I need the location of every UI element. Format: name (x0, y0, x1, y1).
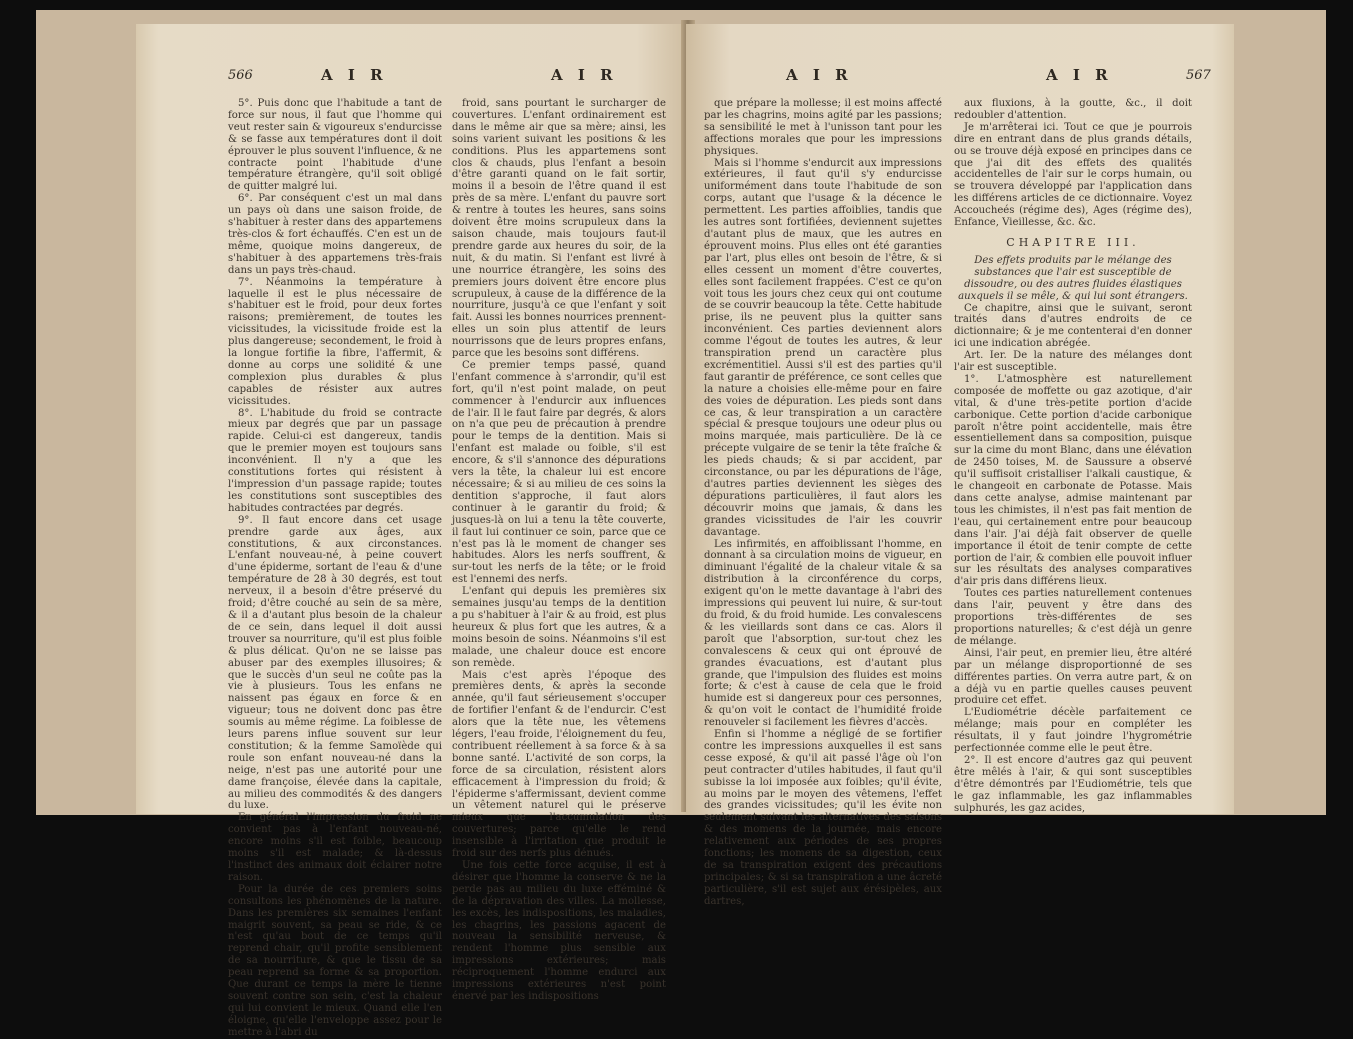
page-number-right: 567 (1186, 68, 1211, 83)
paragraph: 6°. Par conséquent c'est un mal dans un pays où dans une saison froide, de s'habituer à rester dans des appartemens très-clos & fort échauffés. C'en est un de même, quoique moins dangereux, de s'habituer à des appartemens très-frais dans un pays très-chaud. (228, 193, 442, 276)
open-book (36, 10, 1326, 1038)
paragraph: 9°. Il faut encore dans cet usage prendre garde aux âges, aux constitutions, & aux circonstances. L'enfant nouveau-né, à peine couvert d'une épiderme, sortant de l'eau & d'une température de 28 à 30 degrés, est tout nerveux, il a besoin d'être préservé du froid; d'être couché au sein de sa mère, & il a d'autant plus besoin de la chaleur de ce sein, dans lequel il doit aussi trouver sa nourriture, qu'il est plus foible & plus délicat. Qu'on ne se laisse pas abuser par des exemples illusoires; & que le succès d'un seul ne coûte pas la vie à plusieurs. Tous les enfans ne naissent pas égaux en force & en vigueur; tous ne doivent donc pas être soumis au même régime. La foiblesse de leurs parens influe souvent sur leur constitution; & la femme Samoïède qui roule son enfant nouveau-né dans la neige, n'est pas une autorité pour une dame françoise, élevée dans la capitale, au milieu des commodités & des dangers du luxe. (228, 514, 442, 812)
left-page (136, 24, 692, 1038)
chapter-title: CHAPITRE III. (1006, 235, 1140, 249)
running-head-right-1: A I R (786, 66, 853, 84)
chapter-subtitle: Des effets produits par le mélange des substances que l'air est susceptible de dissoudre, ou des autres fluides élastiques auxquels il se mêle, & qui lui sont étrangers. (958, 254, 1188, 302)
right-page (686, 24, 1234, 907)
running-head-right-2: A I R (1046, 66, 1113, 84)
paragraph: Je m'arrêterai ici. Tout ce que je pourrois dire en entrant dans de plus grands détails, ou se trouve déjà exposé en principes dans ce que j'ai dit des effets des qualités accidentelles de l'air sur le corps humain, ou se trouvera développé par l'application dans les différens articles de ce dictionnaire. Voyez Accoucheés (régime des), Ages (régime des), Enfance, Vieillesse, &c. &c. (954, 121, 1192, 229)
paragraph: Les infirmités, en affoiblissant l'homme, en donnant à sa circulation moins de vigueur, en diminuant l'égalité de la chaleur vitale & sa distribution à la circonférence du corps, exigent qu'on le mette davantage à l'abri des impressions qui peuvent lui nuire, & sur-tout du froid, & du froid humide. Les convalescens & les vieillards sont dans ce cas. Alors il paroît que l'absorption, sur-tout chez les convalescens & ceux qui ont éprouvé de grandes évacuations, est d'autant plus grande, que l'impulsion des fluides est moins forte; & c'est à cause de cela que le froid humide est si dangereux pour ces personnes, & qu'on voit le contact de l'humidité froide renouveler si facilement les fièvres d'accès. (704, 538, 942, 729)
paragraph: Mais si l'homme s'endurcit aux impressions extérieures, il faut qu'il s'y endurcisse uniformément dans toute l'habitude de son corps, autant que l'usage & la décence le permettent. Les parties affoiblies, tandis que les autres sont fortifiées, deviennent sujettes d'autant plus de maux, que les autres en éprouvent moins. Plus elles ont été garanties par l'art, plus elles ont besoin de l'être, & si elles cessent un moment d'être couvertes, elles sont facilement frappées. C'est ce qu'on voit tous les jours chez ceux qui ont coutume de se couvrir beaucoup la tête. Cette habitude prise, ils ne peuvent plus la quitter sans inconvénient. Ces parties deviennent alors comme l'égout de toutes les autres, & leur transpiration prend un caractère plus excrémentitiel. Aussi s'il est des parties qu'il faut garantir de préférence, ce sont celles que la nature a choisies elle-même pour en faire des voies de dépuration. Les pieds sont dans ce cas, & leur transpiration a un caractère spécial & presque toujours une odeur plus ou moins marquée, mais particulière. De là ce précepte vulgaire de se tenir la tête fraîche & les pieds chauds; & si par accident, par circonstance, ou par les dépurations de l'âge, d'autres parties deviennent les sièges des dépurations particulières, il faut alors les découvrir moins que jamais, & dans les grandes vicissitudes de l'air les couvrir davantage. (704, 157, 943, 538)
paragraph: Ce premier temps passé, quand l'enfant commence à s'arrondir, qu'il est fort, qu'il n'est point malade, on peut commencer à l'endurcir aux influences de l'air. Il le faut faire par degrés, & alors on n'a que peu de précaution à prendre pour le temps de la dentition. Mais si l'enfant est malade ou foible, s'il est encore, & s'il s'annonce des dépurations vers la tête, la chaleur lui est encore nécessaire; & si au milieu de ces soins la dentition s'approche, il faut alors continuer à le garantir du froid; & jusques-là on lui a tenu la tête couverte, il faut lui continuer ce soin, parce que ce n'est pas là le moment de changer ses habitudes. Alors les nerfs souffrent, & sur-tout les nerfs de la tête; or le froid est l'ennemi des nerfs. (452, 359, 666, 586)
paragraph: 2°. Il est encore d'autres gaz qui peuvent être mêlés à l'air, & qui sont susceptibles d'être démontrés par l'Eudiométrie, tels que le gaz inflammable, les gaz inflammables sulphurés, les gaz acides, (954, 754, 1192, 814)
paragraph: Toutes ces parties naturellement contenues dans l'air, peuvent y être dans des proportions très-différentes de ses proportions naturelles; & c'est déjà un genre de mélange. (954, 588, 1192, 647)
paragraph: 1°. L'atmosphère est naturellement composée de moffette ou gaz azotique, d'air vital, & d'une très-petite portion d'acide carbonique. Cette portion d'acide carbonique paroît n'être point accidentelle, mais être essentiellement dans sa composition, puisque sur la cime du mont Blanc, dans une élévation de 2450 toises, M. de Saussure a observé qu'il suffisoit cristalliser l'alkali caustique, & le changeoit en carbonate de Potasse. Mais dans cette analyse, admise maintenant par tous les chimistes, il n'est pas fait mention de l'eau, qui certainement entre pour beaucoup dans l'air. J'ai déjà fait observer de quelle importance il étoit de tenir compte de cette portion de l'air, & combien elle pouvoit influer sur les résultats des analyses comparatives d'air pris dans différens lieux. (954, 373, 1192, 588)
paragraph: L'enfant qui depuis les premières six semaines jusqu'au temps de la dentition a pu s'habituer à l'air & au froid, est plus heureux & plus fort que les autres, & a moins besoin de soins. Néanmoins s'il est malade, une chaleur douce est encore son remède. (452, 586, 666, 669)
paragraph: Mais c'est après l'époque des premières dents, & après la seconde année, qu'il faut sérieusement s'occuper de fortifier l'enfant & de l'endurcir. C'est alors que la tête nue, les vêtemens légers, l'eau froide, l'éloignement du feu, contribuent réellement à sa force & à sa bonne santé. L'activité de son corps, la force de sa circulation, résistent alors efficacement à l'impression du froid; & l'épiderme s'affermissant, devient comme un vêtement naturel qui le préserve mieux que l'accumulation des couvertures; parce qu'elle le rend insensible à l'irritation que produit le froid sur des nerfs plus dénués. (452, 669, 666, 860)
running-head-left-1: A I R (321, 66, 388, 84)
paragraph: que prépare la mollesse; il est moins affecté par les chagrins, moins agité par les passions; sa sensibilité le met à l'unisson tant pour les affections morales que pour les impressions physiques. (704, 98, 942, 157)
paragraph: Enfin si l'homme a négligé de se fortifier contre les impressions auxquelles il est sans cesse exposé, & qu'il ait passé l'âge où l'on peut contracter d'utiles habitudes, il faut qu'il subisse la loi imposée aux foibles; qu'il évite, au moins par le moyen des vêtemens, l'effet des grandes vicissitudes; qu'il les évite non seulement suivant les alternatives des saisons & des momens de la journée, mais encore relativement aux périodes de ses propres fonctions; les momens de sa digestion, ceux de sa transpiration exigent des précautions principales; & si sa transpiration a une âcreté particulière, s'il est sujet aux érésipèles, aux dartres, (704, 729, 942, 907)
paragraph: aux fluxions, à la goutte, &c., il doit redoubler d'attention. (954, 98, 1192, 121)
right-column-2 (954, 98, 1192, 814)
right-column-1 (704, 98, 942, 908)
paragraph: En général l'impression du froid ne convient pas à l'enfant nouveau-né, encore moins s'il est foible, beaucoup moins s'il est malade; & là-dessus l'instinct des animaux doit éclairer notre raison. (228, 812, 442, 883)
paragraph: L'Eudiométrie décèle parfaitement ce mélange; mais pour en compléter les résultats, il y faut joindre l'hygrométrie perfectionnée comme elle le peut être. (954, 707, 1192, 755)
paragraph: 8°. L'habitude du froid se contracte mieux par degrés que par un passage rapide. Celui-ci est dangereux, tandis que le premier moyen est toujours sans inconvénient. Il n'y a que les constitutions fortes qui résistent à l'impression d'un passage rapide; toutes les constitutions sont susceptibles des habitudes contractées par degrés. (228, 407, 442, 514)
paragraph: Ce chapitre, ainsi que le suivant, seront traités dans d'autres endroits de ce dictionnaire; & je me contenterai d'en donner ici une indication abrégée. (954, 302, 1192, 350)
paragraph: froid, sans pourtant le surcharger de couvertures. L'enfant ordinairement est dans le même air que sa mère; ainsi, les soins varient suivant les positions & les conditions. Plus les appartemens sont clos & chauds, plus l'enfant a besoin d'être garanti quand on le fait sortir, moins il a besoin de l'être quand il est près de sa mère. L'enfant du pauvre sort & rentre à toutes les heures, sans soins doivent être moins scrupuleux dans la saison chaude, mais toujours faut-il prendre garde aux heures du soir, de la nuit, & du matin. Si l'enfant est livré à une nourrice étrangère, les soins des premiers jours doivent être encore plus scrupuleux, à cause de la différence de la nourriture, jusqu'à ce que l'enfant y soit fait. Aussi les bonnes nourrices prennent-elles un soin plus attentif de leurs nourrissons que de leurs propres enfans, parce que les besoins sont différens. (452, 98, 666, 360)
paragraph: Ainsi, l'air peut, en premier lieu, être altéré par un mélange disproportionné de ses différentes parties. On verra autre part, & on a déjà vu en partie quelles causes peuvent produire cet effet. (954, 647, 1192, 707)
page-number-left: 566 (228, 68, 253, 83)
paragraph: Art. Ier. De la nature des mélanges dont l'air est susceptible. (954, 350, 1192, 374)
paragraph: Une fois cette force acquise, il est à désirer que l'homme la conserve & ne la perde pas au milieu du luxe efféminé & de la dépravation des villes. La mollesse, les excès, les indispositions, les maladies, les chagrins, les passions agacent de nouveau la sensibilité nerveuse, & rendent l'homme plus sensible aux impressions extérieures; mais réciproquement l'homme endurci aux impressions extérieures n'est point énervé par les indispositions (452, 860, 666, 1002)
paragraph: 7°. Néanmoins la température à laquelle il est le plus nécessaire de s'habituer est le froid, pour deux fortes raisons; premièrement, de toutes les vicissitudes, la vicissitude froide est la plus dangereuse; secondement, le froid à la longue fortifie la fibre, l'affermit, & donne au corps une solidité & une complexion plus durables & plus capables de résister aux autres vicissitudes. (228, 276, 442, 407)
left-column-2 (452, 98, 666, 1003)
paragraph: Pour la durée de ces premiers soins consultons les phénomènes de la nature. Dans les premières six semaines l'enfant maigrit souvent, sa peau se ride, & ce n'est qu'au bout de ce temps qu'il reprend chair, qu'il profite sensiblement de sa nourriture, & que le tissu de sa peau reprend sa forme & sa proportion. Que durant ce temps la mère le tienne souvent contre son sein, c'est la chaleur qui lui convient le mieux. Quand elle l'en éloigne, qu'elle l'enveloppe assez pour le mettre à l'abri du (228, 883, 442, 1038)
running-head-left-2: A I R (551, 66, 618, 84)
paragraph: 5°. Puis donc que l'habitude a tant de force sur nous, il faut que l'homme qui veut rester sain & vigoureux s'endurcisse & se fasse aux températures dont il doit éprouver le plus souvent l'influence, & ne contracte point l'habitude d'une température étrangère, qu'il soit obligé de quitter malgré lui. (228, 98, 442, 193)
left-column-1 (228, 98, 442, 1039)
